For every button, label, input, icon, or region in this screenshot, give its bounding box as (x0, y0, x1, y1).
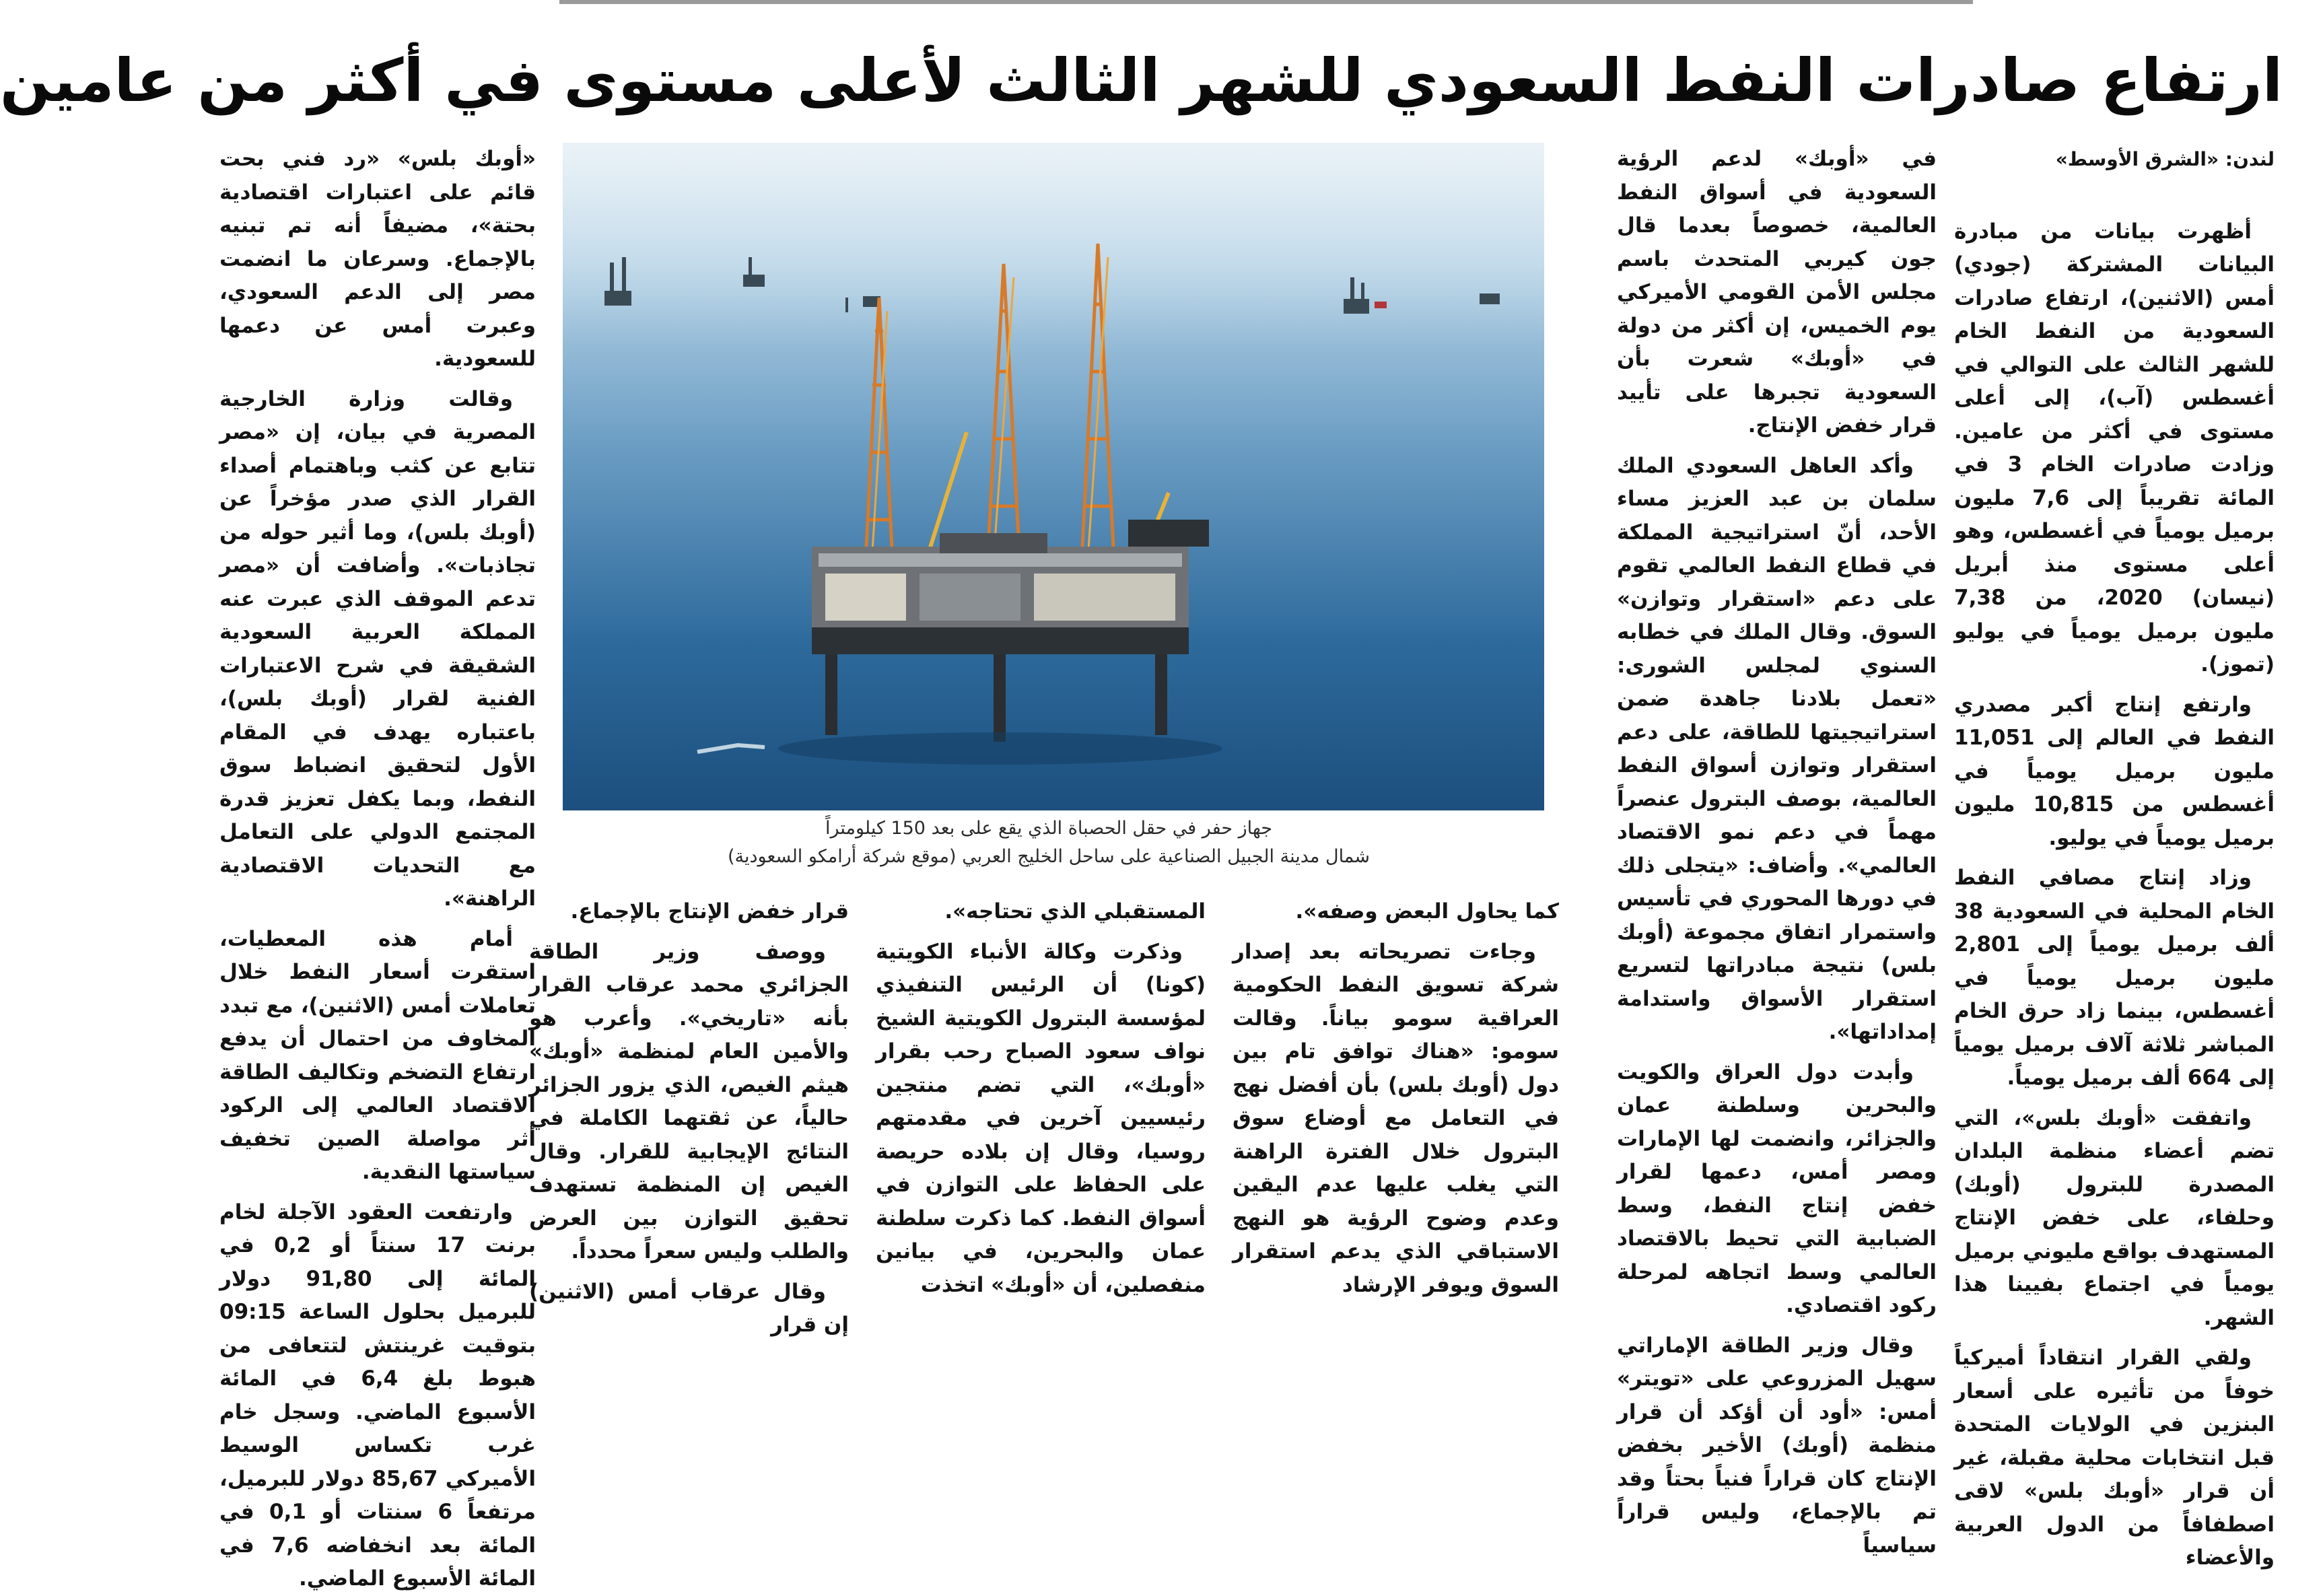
column-4 (876, 895, 1206, 1297)
column-6 (219, 143, 536, 1591)
paragraph: «أوبك بلس» «رد فني بحت قائم على اعتبارات اقتصادية بحتة»، مضيفاً أنه تم تبنيه بالإجماع. وسرعان ما انضمت مصر إلى الدعم السعودي، وعبرت أمس عن دعمها للسعودية. (219, 147, 536, 371)
paragraph: وأكد العاهل السعودي الملك سلمان بن عبد العزيز مساء الأحد، أنّ استراتيجية المملكة في قطاع النفط العالمي تقوم على دعم «استقرار وتوازن» السوق. وقال الملك في خطابه السنوي لمجلس الشورى: «تعمل بلادنا جاهدة ضمن استراتيجيتها للطاقة، على دعم استقرار وتوازن أسواق النفط العالمية، بوصف البترول عنصراً مهماً في دعم نمو الاقتصاد العالمي». وأضاف: «يتجلى ذلك في دورها المحوري في تأسيس واستمرار اتفاق مجموعة (أوبك بلس) نتيجة مبادراتها لتسريع استقرار الأسواق واستدامة إمداداتها». (1617, 453, 1937, 1044)
paragraph: وقالت وزارة الخارجية المصرية في بيان، إن «مصر تتابع عن كثب وباهتمام أصداء القرار الذي صدر مؤخراً عن (أوبك بلس)، وما أثير حوله من تجاذبات». وأضافت أن «مصر تدعم الموقف الذي عبرت عنه المملكة العربية السعودية الشقيقة في شرح الاعتبارات الفنية لقرار (أوبك بلس)، باعتباره يهدف في المقام الأول لتحقيق انضباط سوق النفط، وبما يكفل تعزيز قدرة المجتمع الدولي على التعامل مع التحديات الاقتصادية الراهنة». (219, 386, 536, 911)
paragraph: كما يحاول البعض وصفه». (1295, 899, 1559, 924)
oil-rig-photo (563, 143, 1544, 810)
paragraph: أمام هذه المعطيات، استقرت أسعار النفط خلال تعاملات أمس (الاثنين)، مع تبدد المخاوف من احتمال أن يدفع ارتفاع التضخم وتكاليف الطاقة الاقتصاد العالمي إلى الركود أثر مواصلة الصين تخفيف سياستها النقدية. (219, 926, 536, 1184)
paragraph: وقال عرقاب أمس (الاثنين) إن قرار (529, 1279, 849, 1337)
paragraph: وأبدت دول العراق والكويت والبحرين وسلطنة عمان والجزائر، وانضمت لها الإمارات ومصر أمس، دعمها لقرار خفض إنتاج النفط، وسط الضبابية التي تحيط بالاقتصاد العالمي وسط اتجاهه لمرحلة ركود اقتصادي. (1617, 1060, 1937, 1317)
paragraph: وارتفع إنتاج أكبر مصدري النفط في العالم إلى 11,051 مليون برميل يومياً في أغسطس من 10,815 مليون برميل يومياً في يوليو. (1954, 692, 2275, 850)
paragraph: وقال وزير الطاقة الإماراتي سهيل المزروعي على «تويتر» أمس: «أود أن أؤكد أن قرار منظمة (أوبك) الأخير بخفض الإنتاج كان قراراً فنياً بحتاً وقد تم بالإجماع، وليس قراراً سياسياً (1617, 1333, 1937, 1558)
news-photo (563, 143, 1544, 810)
top-rule (559, 0, 1973, 4)
paragraph: في «أوبك» لدعم الرؤية السعودية في أسواق النفط العالمية، خصوصاً بعدما قال جون كيربي المتحدث باسم مجلس الأمن القومي الأميركي يوم الخميس، إن أكثر من دولة في «أوبك» شعرت بأن السعودية تجبرها على تأييد قرار خفض الإنتاج. (1617, 147, 1937, 438)
paragraph: ووصف وزير الطاقة الجزائري محمد عرقاب القرار بأنه «تاريخي». وأعرب هو والأمين العام لمنظمة «أوبك» هيثم الغيص، الذي يزور الجزائر حالياً، عن ثقتهما الكاملة في النتائج الإيجابية للقرار. وقال الغيص إن المنظمة تستهدف تحقيق التوازن بين العرض والطلب وليس سعراً محدداً. (529, 939, 849, 1263)
column-1 (1954, 143, 2275, 1570)
paragraph: قرار خفض الإنتاج بالإجماع. (570, 899, 849, 924)
column-2 (1617, 143, 1937, 1558)
caption-line-1: جهاز حفر في حقل الحصباة الذي يقع على بعد 150 كيلومتراً (825, 818, 1273, 839)
paragraph: وزاد إنتاج مصافي النفط الخام المحلية في السعودية 38 ألف برميل يومياً إلى 2,801 مليون برميل يومياً في أغسطس، بينما زاد حرق الخام المباشر ثلاثة آلاف برميل يومياً إلى 664 ألف برميل يومياً. (1954, 866, 2275, 1090)
photo-caption (645, 814, 1453, 871)
paragraph: ولقي القرار انتقاداً أميركياً خوفاً من تأثيره على أسعار البنزين في الولايات المتحدة قبل انتخابات محلية مقبلة، غير أن قرار «أوبك بلس» لاقى اصطفافاً من الدول العربية والأعضاء (1954, 1346, 2275, 1570)
headline: ارتفاع صادرات النفط السعودي للشهر الثالث لأعلى مستوى في أكثر من عامين (0, 46, 2283, 115)
caption-line-2: شمال مدينة الجبيل الصناعية على ساحل الخليج العربي (موقع شركة أرامكو السعودية) (727, 846, 1371, 867)
column-3 (1233, 895, 1559, 1297)
paragraph: المستقبلي الذي تحتاجه». (944, 899, 1206, 924)
paragraph: واتفقت «أوبك بلس»، التي تضم أعضاء منظمة البلدان المصدرة للبترول (أوبك) وحلفاء، على خفض الإنتاج المستهدف بواقع مليوني برميل يومياً في اجتماع بفيينا هذا الشهر. (1954, 1105, 2275, 1330)
column-5 (529, 895, 849, 1337)
paragraph: وجاءت تصريحاته بعد إصدار شركة تسويق النفط الحكومية العراقية سومو بياناً. وقالت سومو: «هناك توافق تام بين دول (أوبك بلس) بأن أفضل نهج في التعامل مع أوضاع سوق البترول خلال الفترة الراهنة التي يغلب عليها عدم اليقين وعدم وضوح الرؤية هو النهج الاستباقي الذي يدعم استقرار السوق ويوفر الإرشاد (1233, 939, 1559, 1297)
paragraph: وذكرت وكالة الأنباء الكويتية (كونا) أن الرئيس التنفيذي لمؤسسة البترول الكويتية الشيخ نواف سعود الصباح رحب بقرار «أوبك»، التي تضم منتجين رئيسيين آخرين في مقدمتهم روسيا، وقال إن بلاده حريصة على الحفاظ على التوازن في أسواق النفط. كما ذكرت سلطنة عمان والبحرين، في بيانين منفصلين، أن «أوبك» اتخذت (876, 939, 1206, 1297)
dateline: لندن: «الشرق الأوسط» (2055, 148, 2275, 170)
paragraph: أظهرت بيانات من مبادرة البيانات المشتركة (جودي) أمس (الاثنين)، ارتفاع صادرات السعودية من النفط الخام للشهر الثالث على التوالي في أغسطس (آب)، إلى أعلى مستوى في أكثر من عامين. وزادت صادرات الخام 3 في المائة تقريباً إلى 7,6 مليون برميل يومياً في أغسطس، وهو أعلى مستوى منذ أبريل (نيسان) 2020، من 7,38 مليون برميل يومياً في يوليو (تموز). (1954, 219, 2275, 676)
paragraph: وارتفعت العقود الآجلة لخام برنت 17 سنتاً أو 0,2 في المائة إلى 91,80 دولار للبرميل بحلول الساعة 09:15 بتوقيت غرينتش لتتعافى من هبوط بلغ 6,4 في المائة الأسبوع الماضي. وسجل خام غرب تكساس الوسيط الأميركي 85,67 دولار للبرميل، مرتفعاً 6 سنتات أو 0,1 في المائة بعد انخفاضه 7,6 في المائة الأسبوع الماضي. (219, 1200, 536, 1591)
